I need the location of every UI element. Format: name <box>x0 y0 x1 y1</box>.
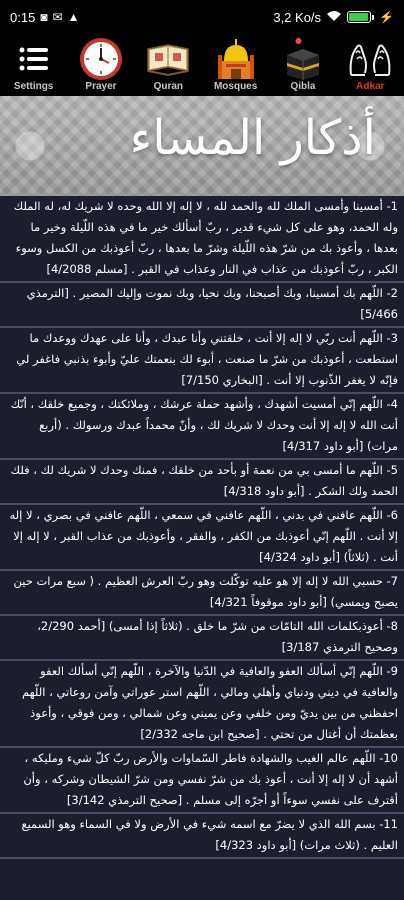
dhikr-item: 6- اللّهم عافني في بدني ، اللّهم عافني في سمعي ، اللّهم عافني في بصري ، لا إله إلا أنت . اللّهم إنّي أعوذبك من الكفر ، والفقر ، وأعوذبك من عذاب القبر ، لا إله إلا أنت . (ثلاثاً) [أبو داود 4/324] <box>0 505 404 571</box>
dhikr-item: 7- حسبي الله لا إله إلا هو عليه توكّلت وهو ربّ العرش العظيم . ( سبع مرات حين يصبح ويمسي) [أبو داود موقوفاً 4/321] <box>0 571 404 616</box>
status-left <box>10 10 80 25</box>
nav-quran-label: Quran <box>153 81 184 92</box>
nav-settings[interactable] <box>1 36 67 92</box>
mosque-icon <box>216 36 256 82</box>
kaaba-icon <box>283 36 323 82</box>
nav-quran[interactable] <box>135 36 201 92</box>
header-banner <box>0 96 404 196</box>
nav-prayer-label: Prayer <box>85 81 117 92</box>
nav-qibla[interactable] <box>270 36 336 92</box>
status-time: 0:15 <box>10 9 36 25</box>
charging-icon: ⚡ <box>379 10 394 24</box>
app-notification-icon: ◙ <box>40 10 48 24</box>
clock-icon <box>78 36 124 82</box>
dhikr-item: 3- اللّهم أنت ربّي لا إله إلا أنت ، خلقتني وأنا عبدك ، وأنا على عهدك ووعدك ما استطعت ، أعوذبك من شرّ ما صنعت ، أبوء لك بنعمتك عليّ وأبوء بذنبي فاغفر لي فإنّه لا يغفر الذّنوب إلا أنت . [البخاري 7/150] <box>0 328 404 394</box>
menu-icon <box>19 36 49 82</box>
nav-mosques-label: Mosques <box>213 81 258 92</box>
nav-adkar-label: Adkar <box>356 81 385 92</box>
top-nav <box>0 34 404 96</box>
dhikr-item: 5- اللّهم ما أمسى بي من نعمة أو بأحد من خلقك ، فمنك وحدك لا شريك لك ، فلك الحمد ولك الشكر . [أبو داود 4/318] <box>0 460 404 505</box>
nav-adkar[interactable] <box>337 36 403 92</box>
battery-icon <box>347 11 374 23</box>
notification-icon: ✉ <box>52 10 63 24</box>
dhikr-item: 1- أمسينا وأمسى الملك لله والحمد لله ، لا إله إلا الله وحده لا شريك له، له الملك وله الحمد، وهو على كل شيء قدير ، ربّ أسألك خير ما في هذه اللّيلة وخير ما بعدها ، وأعوذ بك من شرّ هذه اللّيلة وشرّ ما بعدها ، ربّ أعوذبك من الكسل وسوء الكبر ، ربّ أعوذبك من عذاب في النار وعذاب في القبر . [مسلم 4/2088] <box>0 196 404 283</box>
praying-hands-icon <box>347 36 393 82</box>
page-title: أذكار المساء <box>129 110 376 166</box>
status-right <box>273 10 394 25</box>
network-speed: 3,2 Ko/s <box>273 9 322 25</box>
status-bar <box>0 0 404 34</box>
cast-icon: ▲ <box>67 10 80 24</box>
dhikr-item: 2- اللّهم بك أمسينا، وبك أصبحنا، وبك نحيا، وبك نموت وإليك المصير . [الترمذي 5/466] <box>0 283 404 328</box>
adhkar-list[interactable] <box>0 196 404 900</box>
wifi-icon <box>326 10 342 25</box>
nav-qibla-label: Qibla <box>290 81 316 92</box>
dhikr-item: 10- اللّهم عالم الغيب والشهادة فاطر السّماوات والأرض ربّ كلّ شيء ومليكه ، أشهد أن لا إله إلا أنت ، أعوذ بك من شرّ نفسي ومن شرّ الشيطان وشركه ، وأن أقترف على نفسي سوءاً أو أجرّه إلى مسلم . [صحيح الترمذي 3/142] <box>0 748 404 814</box>
quran-book-icon <box>146 36 190 82</box>
dhikr-item: 8- أعوذبكلمات الله التامّات من شرّ ما خلق . (ثلاثاً إذا أمسى) [أحمد 2/290، وصحيح الترمذي 3/187] <box>0 616 404 661</box>
nav-prayer[interactable] <box>68 36 134 92</box>
dhikr-item: 9- اللّهم إنّي أسألك العفو والعافية في الدّنيا والآخرة ، اللّهم إنّي أسألك العفو والعافية في ديني ودنياي وأهلي ومالي ، اللّهم استر عوراتي وآمن روعاتي ، اللّهم احفظني من بين يديّ ومن خلفي وعن يميني وعن شمالي ، ومن فوقي ، وأعوذ بعظمتك أن أغتال من تحتي . [صحيح ابن ماجه 2/332] <box>0 661 404 748</box>
nav-settings-label: Settings <box>13 81 54 92</box>
nav-mosques[interactable] <box>203 36 269 92</box>
dhikr-item: 4- اللّهم إنّي أمسيت أشهدك ، وأشهد حملة عرشك ، وملائكتك ، وجميع خلقك ، أنّك أنت الله لا إله إلا أنت وحدك لا شريك لك ، وأنّ محمداً عبدك ورسولك . (أربع مرات) [أبو داود 4/317] <box>0 394 404 460</box>
dhikr-item: 11- بسم الله الذي لا يضرّ مع اسمه شيء في الأرض ولا في السماء وهو السميع العليم . (ثلاث مرات) [أبو داود 4/323] <box>0 814 404 859</box>
